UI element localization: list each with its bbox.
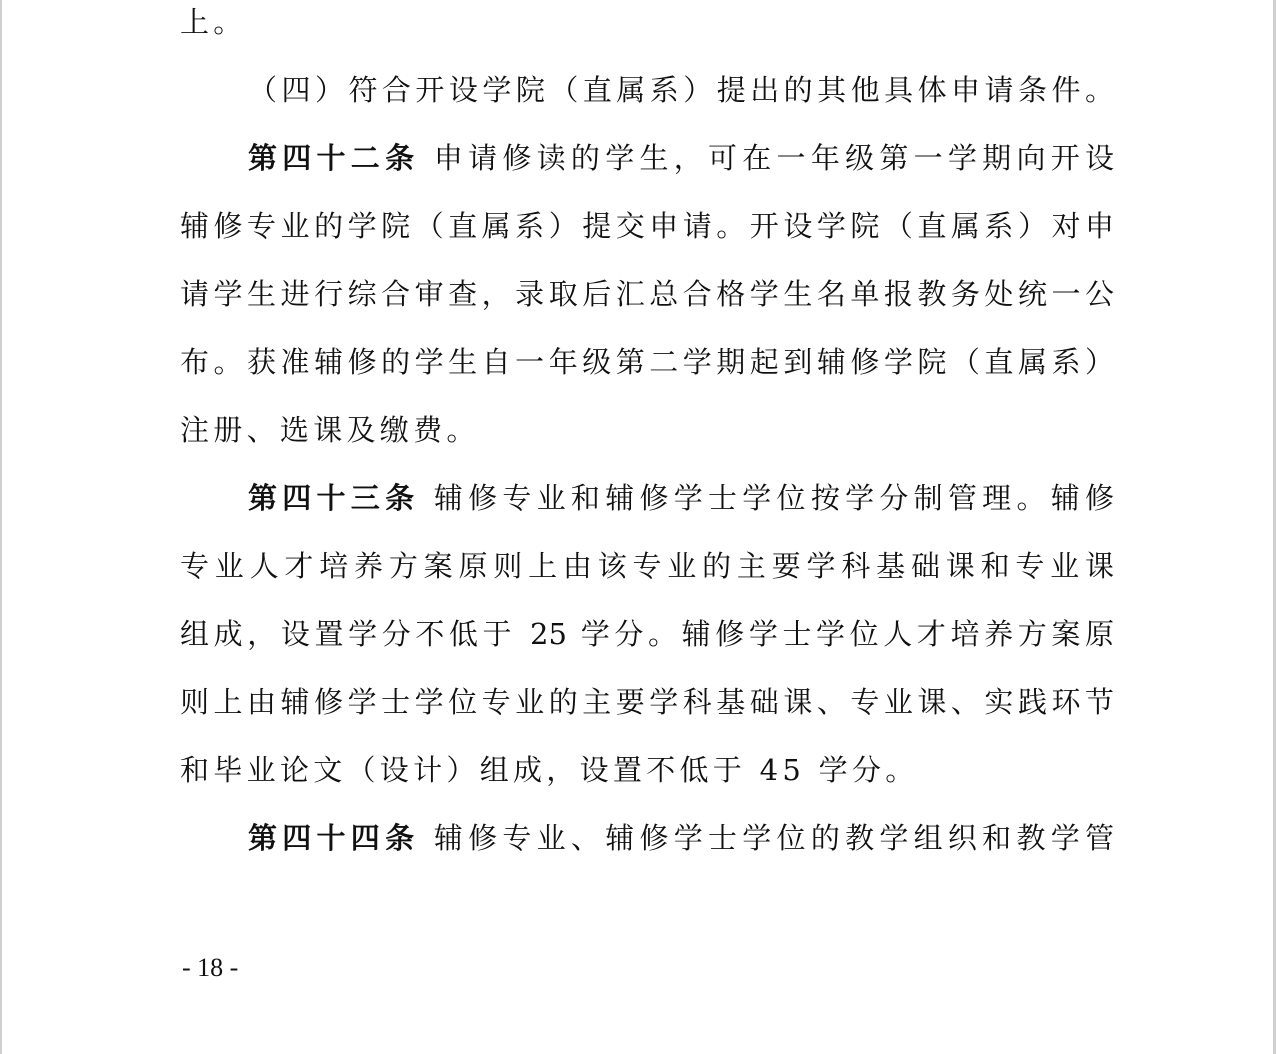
line-text: 请学生进行综合审查，录取后汇总合格学生名单报教务处统一公 — [180, 277, 1114, 311]
page-edge-left — [0, 0, 2, 1054]
line-text: 专业人才培养方案原则上由该专业的主要学科基础课和专业课 — [180, 549, 1114, 583]
article-number: 第四十四条 — [248, 821, 420, 855]
line-text: 上。 — [180, 5, 247, 39]
line-text: 则上由辅修学士学位专业的主要学科基础课、专业课、实践环节 — [180, 685, 1114, 719]
text-line — [180, 206, 1114, 246]
text-line — [180, 750, 919, 790]
article-number: 第四十三条 — [248, 481, 420, 515]
text-line — [180, 274, 1114, 314]
text-line — [180, 614, 1114, 654]
line-text: 注册、选课及缴费。 — [180, 413, 480, 447]
text-line — [180, 546, 1114, 586]
text-line — [248, 818, 1114, 858]
text-line — [180, 342, 1114, 382]
line-text: 辅修专业、辅修学士学位的教学组织和教学管 — [419, 821, 1114, 855]
text-line — [248, 478, 1114, 518]
line-text: 辅修专业的学院（直属系）提交申请。开设学院（直属系）对申 — [180, 209, 1114, 243]
line-text: 申请修读的学生，可在一年级第一学期向开设 — [419, 141, 1114, 175]
text-line — [248, 138, 1114, 178]
text-line — [180, 410, 480, 450]
article-number: 第四十二条 — [248, 141, 420, 175]
line-text: 组成，设置学分不低于 25 学分。辅修学士学位人才培养方案原 — [180, 617, 1114, 651]
line-text: 和毕业论文（设计）组成，设置不低于 45 学分。 — [180, 753, 919, 787]
text-line — [180, 2, 247, 42]
line-text: （四）符合开设学院（直属系）提出的其他具体申请条件。 — [248, 73, 1114, 107]
text-line — [180, 682, 1114, 722]
line-text: 辅修专业和辅修学士学位按学分制管理。辅修 — [419, 481, 1114, 515]
line-text: 布。获准辅修的学生自一年级第二学期起到辅修学院（直属系） — [180, 345, 1114, 379]
page-number: - 18 - — [182, 953, 239, 982]
text-line — [248, 70, 1114, 110]
